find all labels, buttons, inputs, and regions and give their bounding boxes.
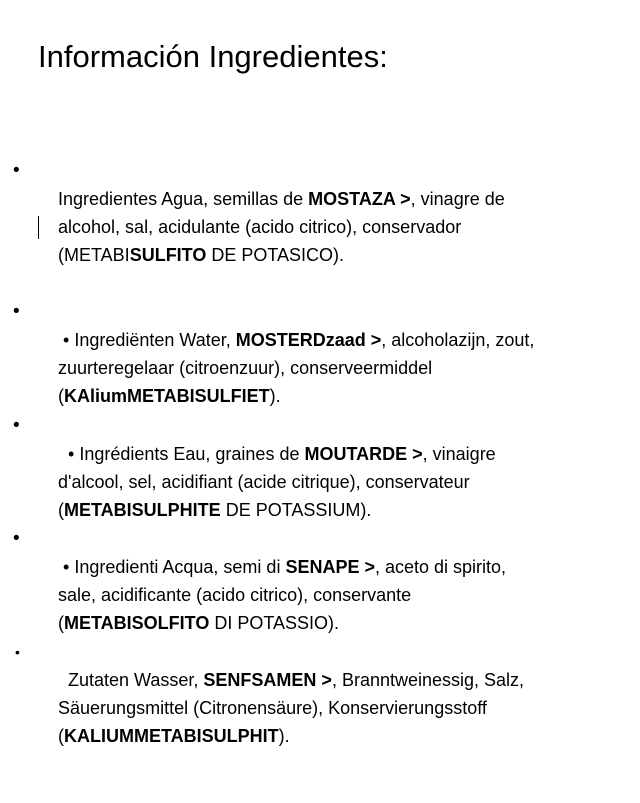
ingredient-list-item-it [0, 525, 640, 633]
allergen-text-segment: METABISULPHITE [64, 500, 221, 520]
ingredient-text-segment: DI POTASSIO). [209, 613, 340, 633]
ingredient-text-segment: ). [278, 726, 290, 746]
allergen-text-segment: MOSTERDzaad > [235, 330, 382, 350]
ingredient-text-segment: , aceto di spirito, [375, 557, 507, 577]
ingredient-text-segment: • Ingrediënten Water, [58, 330, 236, 350]
ingredient-text-segment: (METABI [58, 245, 130, 265]
allergen-text-segment: KALIUMMETABISULPHIT [64, 726, 279, 746]
ingredient-line [38, 694, 290, 778]
ingredient-list-item-de [0, 638, 640, 746]
ingredient-text-segment: sale, acidificante (acido citrico), conservante [58, 585, 412, 605]
bullet-icon: • [13, 415, 20, 436]
bullet-icon: • [13, 160, 20, 181]
ingredient-text-segment: • Ingrédients Eau, graines de [58, 444, 305, 464]
ingredient-text-segment: , alcoholazijn, zout, [381, 330, 535, 350]
ingredient-line [38, 213, 344, 297]
text-cursor[interactable] [38, 216, 39, 239]
ingredient-text-segment: , vinagre de [410, 189, 505, 209]
allergen-text-segment: SENFSAMEN > [203, 670, 332, 690]
bullet-icon: • [15, 644, 20, 660]
ingredient-text-segment: DE POTASSIUM). [220, 500, 372, 520]
ingredient-text-segment: ( [58, 726, 65, 746]
document-title: Información Ingredientes: [38, 39, 388, 74]
ingredient-text-segment: Zutaten Wasser, [58, 670, 204, 690]
allergen-text-segment: MOSTAZA > [308, 189, 411, 209]
allergen-text-segment: KAliumMETABISULFIET [64, 386, 270, 406]
ingredient-text-segment: , Branntweinessig, Salz, [331, 670, 525, 690]
ingredient-text-segment: Säuerungsmittel (Citronensäure), Konservierungsstoff [58, 698, 487, 718]
ingredient-list-item-fr [0, 412, 640, 520]
allergen-text-segment: METABISOLFITO [64, 613, 210, 633]
bullet-icon: • [13, 528, 20, 549]
ingredient-text-segment: alcohol, sal, acidulante (acido citrico), conservador [58, 217, 462, 237]
ingredient-text-segment: ). [269, 386, 281, 406]
ingredient-text-segment: ( [58, 500, 65, 520]
ingredient-text-segment: ( [58, 613, 65, 633]
ingredient-text-segment: • Ingredienti Acqua, semi di [58, 557, 286, 577]
ingredient-text-segment: ( [58, 386, 65, 406]
ingredient-text-segment: Ingredientes Agua, semillas de [58, 189, 309, 209]
ingredient-list-item-nl [0, 298, 640, 406]
ingredient-text-segment: zuurteregelaar (citroenzuur), conserveermiddel [58, 358, 433, 378]
ingredient-list-item-es [0, 157, 640, 265]
ingredient-text-segment: , vinaigre [422, 444, 496, 464]
ingredient-text-segment: DE POTASICO). [206, 245, 345, 265]
allergen-text-segment: SENAPE > [285, 557, 375, 577]
ingredient-text-segment: d'alcool, sel, acidifiant (acide citrique), conservateur [58, 472, 470, 492]
allergen-text-segment: SULFITO [129, 245, 207, 265]
bullet-icon: • [13, 301, 20, 322]
allergen-text-segment: MOUTARDE > [304, 444, 423, 464]
